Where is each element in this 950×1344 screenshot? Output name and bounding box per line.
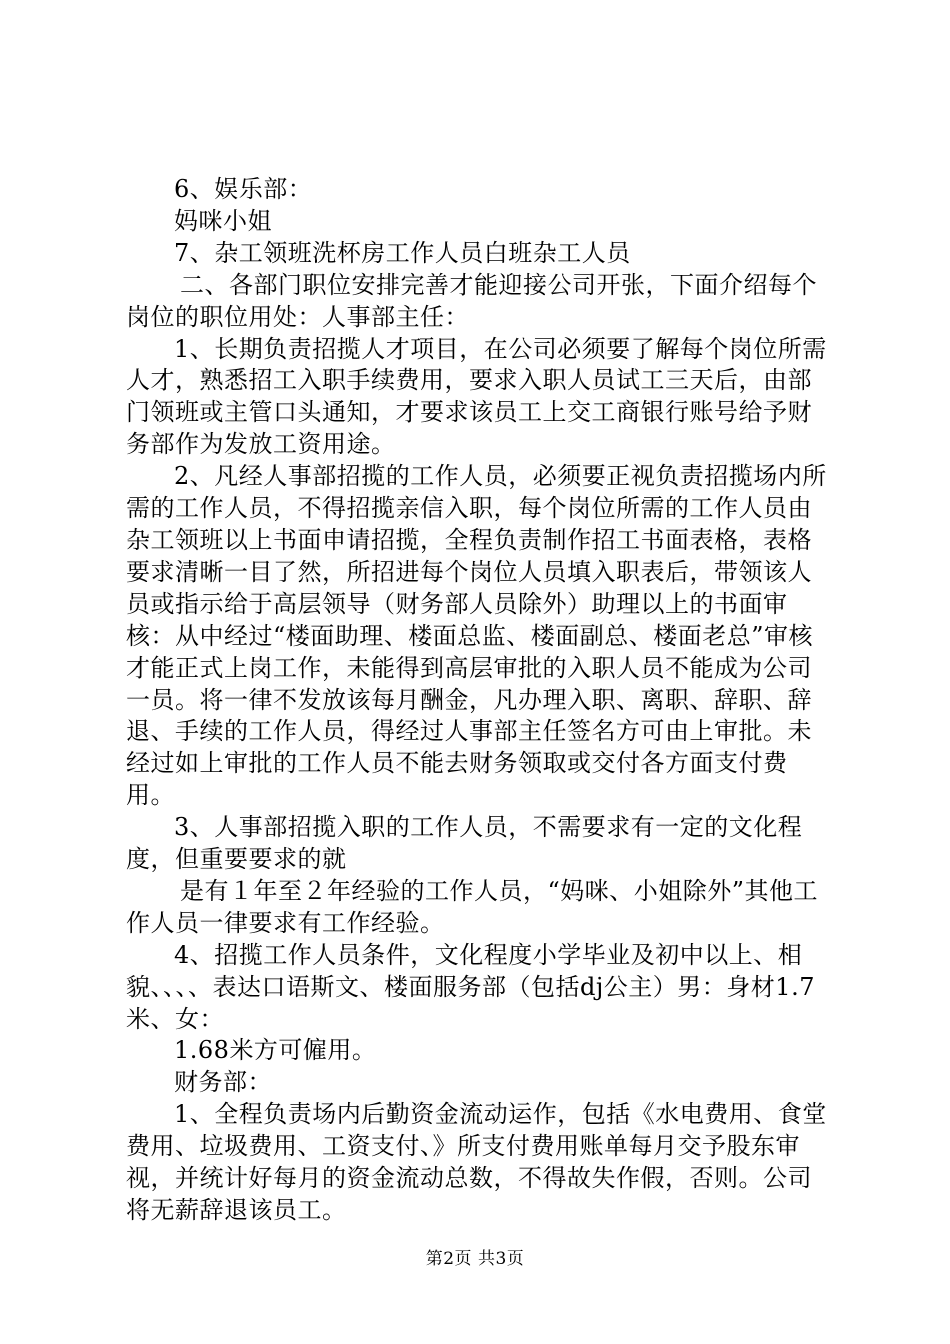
paragraph-entertainment-dept: 6、娱乐部： [174, 175, 313, 203]
paragraph-handyman-staff: 7、杂工领班洗杯房工作人员白班杂工人员 [174, 238, 631, 267]
paragraph-hr-item-4: 4、招揽工作人员条件，文化程度小学毕业及初中以上、相貌、、、、表达口语斯文、楼面服务部（包括dj公主）男：身材1.7米、女： [126, 940, 815, 1033]
paragraph-hr-item-4-continued: 1.68米方可僱用。 [174, 1036, 377, 1065]
paragraph-finance-dept-heading: 财务部： [174, 1068, 272, 1097]
paragraph-mommy-hostess: 妈咪小姐 [174, 206, 272, 235]
document-body [126, 174, 831, 1227]
paragraph-finance-item-1: 1、全程负责场内后勤资金流动运作，包括《水电费用、食堂费用、垃圾费用、工资支付、》所支付费用账单每月交予股东审视，并统计好每月的资金流动总数，不得故失作假，否则。公司将无薪辞退该员工。 [126, 1100, 827, 1224]
paragraph-hr-item-3-continued: 是有１年至２年经验的工作人员，“妈咪、小姐除外”其他工作人员一律要求有工作经验。 [126, 876, 819, 937]
paragraph-hr-item-1: 1、长期负责招揽人才项目，在公司必须要了解每个岗位所需人才，熟悉招工入职手续费用，要求入职人员试工三天后，由部门领班或主管口头通知，才要求该员工上交工商银行账号给予财务部作为发放工资用途。 [126, 334, 827, 459]
paragraph-section-two-intro: 二、各部门职位安排完善才能迎接公司开张，下面介绍每个岗位的职位用处：人事部主任： [126, 270, 817, 331]
paragraph-hr-item-3: 3、人事部招揽入职的工作人员，不需要求有一定的文化程度，但重要要求的就 [126, 813, 803, 874]
paragraph-hr-item-2: 2、凡经人事部招揽的工作人员，必须要正视负责招揽场内所需的工作人员，不得招揽亲信入职，每个岗位所需的工作人员由杂工领班以上书面申请招揽，全程负责制作招工书面表格，表格要求清晰一目了然，所招进每个岗位人员填入职表后，带领该人员或指示给于高层领导（财务部人员除外）助理以上的书面审核：从中经过“楼面助理、楼面总监、楼面副总、楼面老总”审核才能正式上岗工作，未能得到高层审批的入职人员不能成为公司一员。将一律不发放该每月酬金，凡办理入职、离职、辞职、辞退、手续的工作人员，得经过人事部主任签名方可由上审批。未经过如上审批的工作人员不能去财务领取或交付各方面支付费用。 [126, 462, 827, 810]
page-number-footer: 第2页 共3页 [425, 1249, 525, 1269]
